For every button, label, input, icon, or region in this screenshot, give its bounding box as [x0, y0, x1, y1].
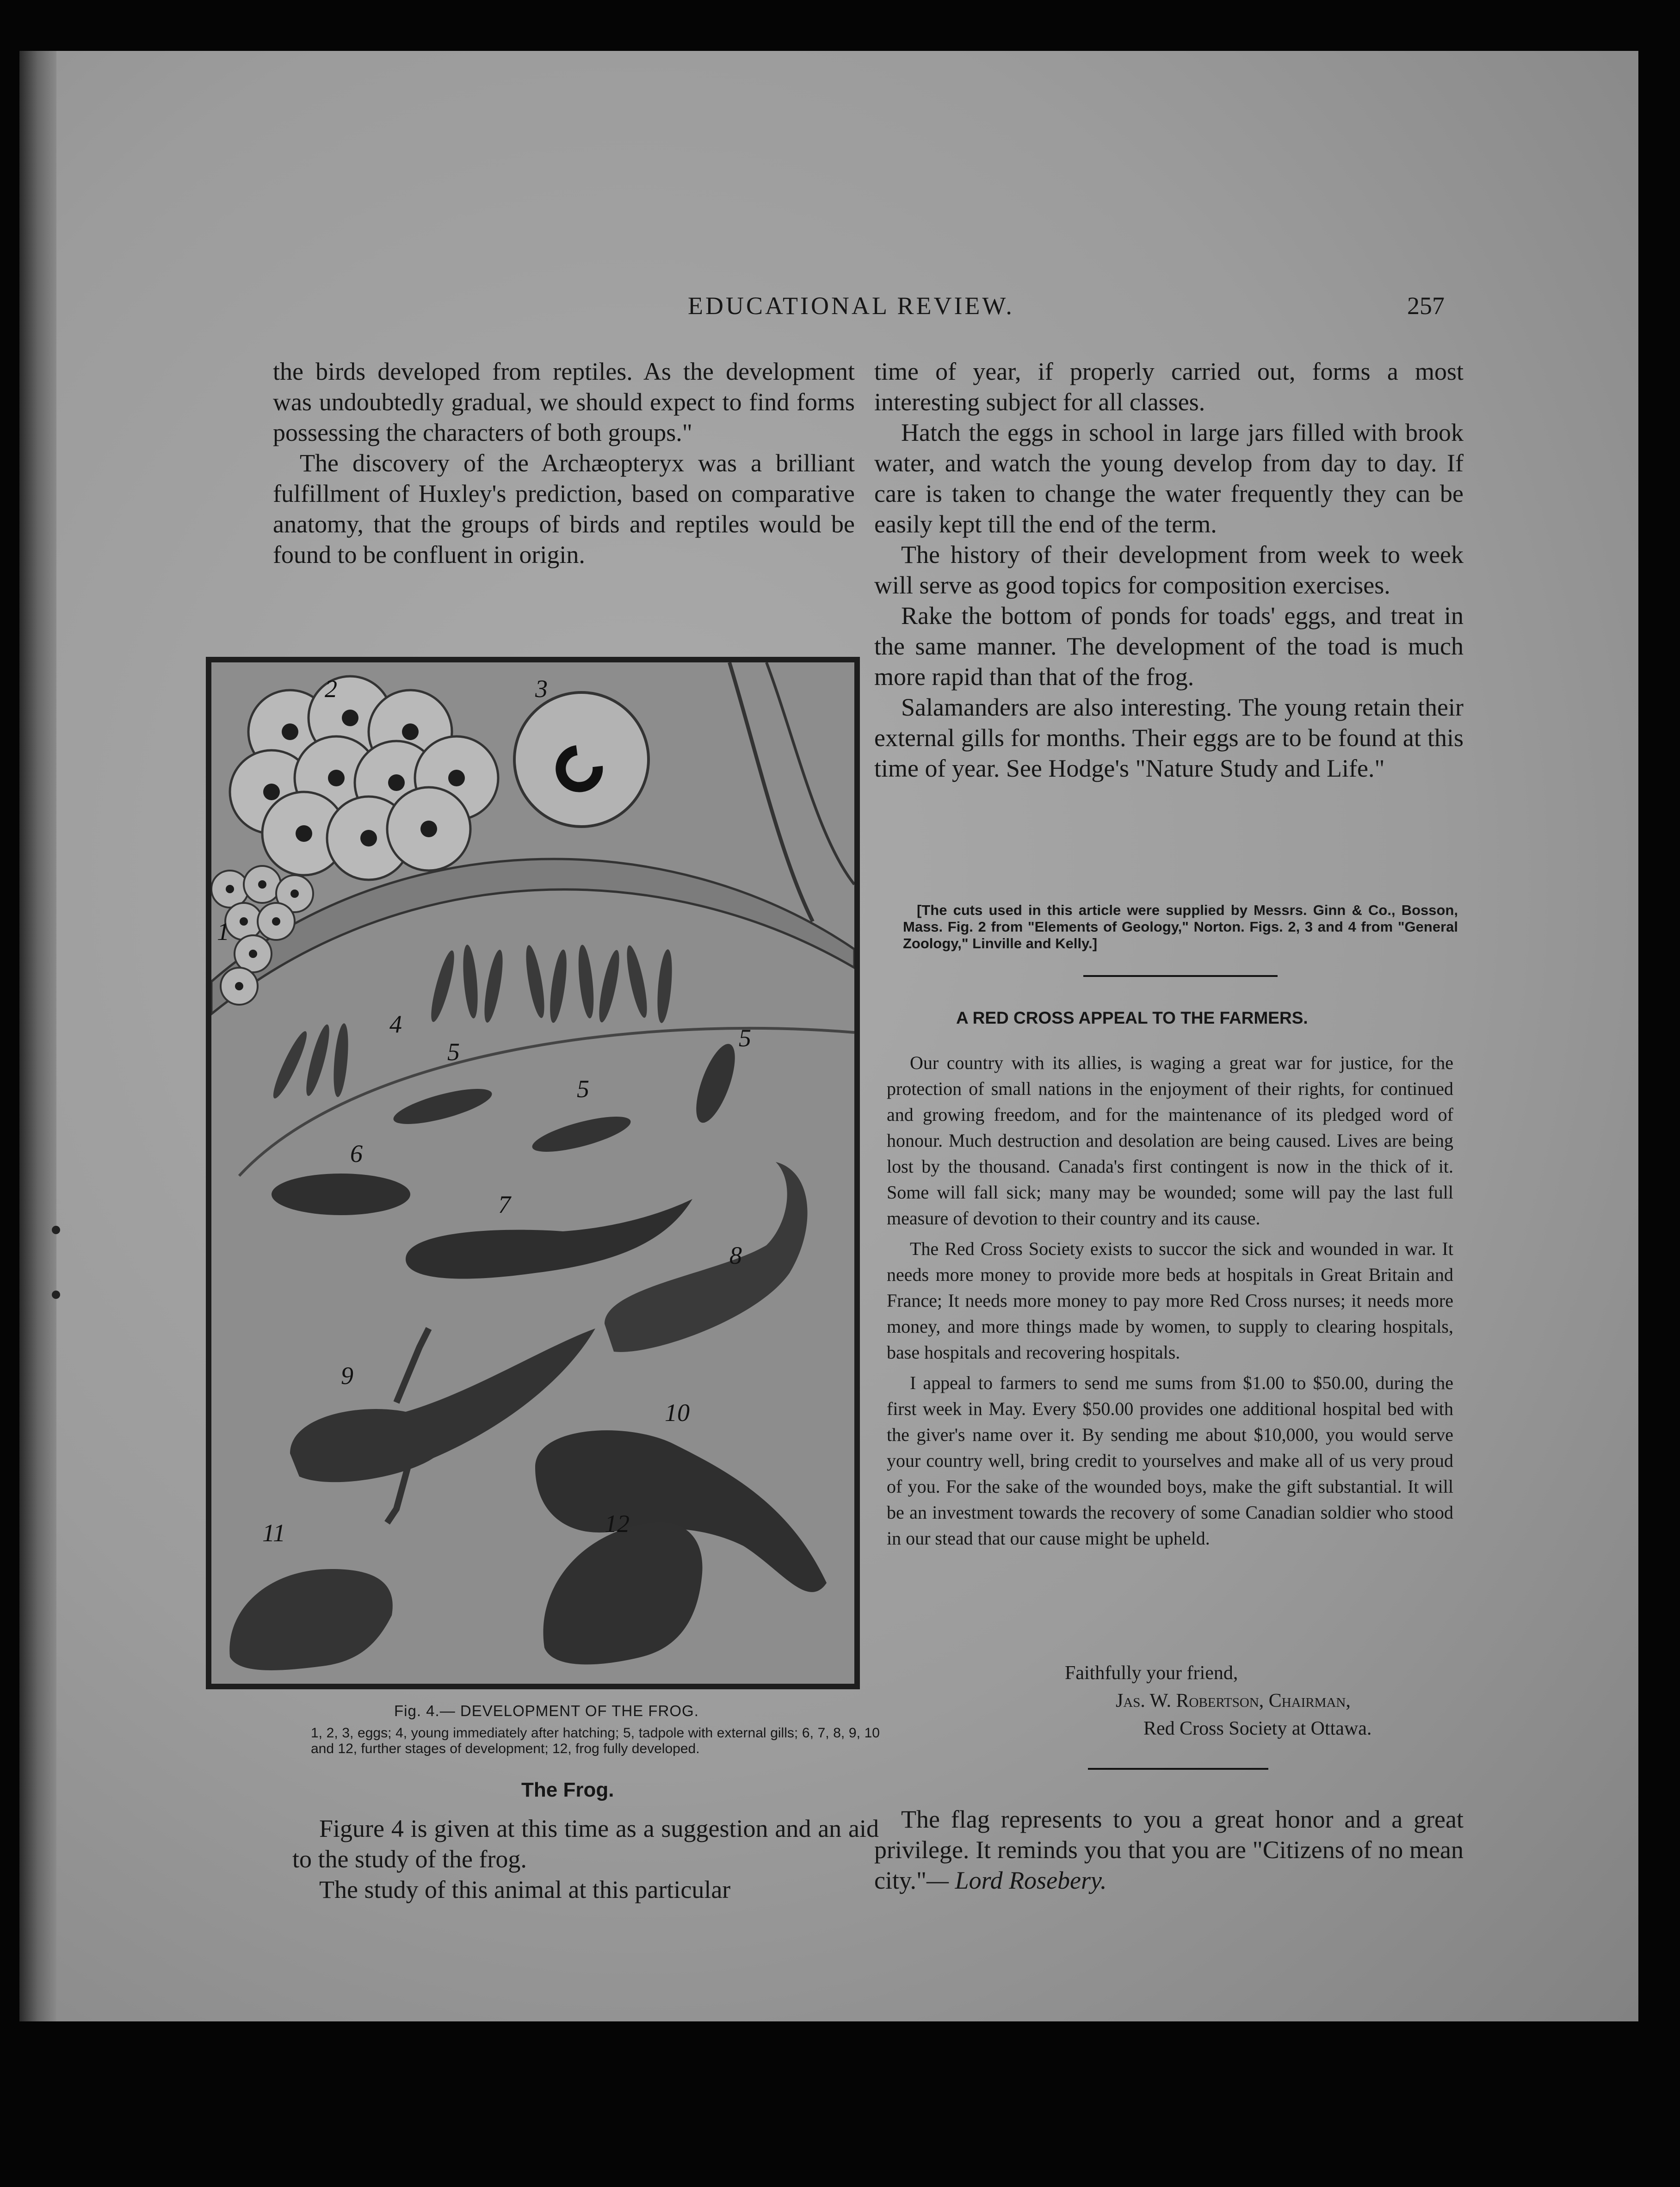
- paragraph: The study of this animal at this particular: [319, 1876, 731, 1903]
- figure-stage-label: 8: [729, 1242, 742, 1269]
- paragraph: Salamanders are also interesting. The young retain their external gills for months. Their eggs are to be found at this time of year. See Hodge's "Nature Study and Life.": [874, 693, 1464, 782]
- frog-section-text: [292, 1813, 879, 1905]
- paragraph: time of year, if properly carried out, forms a most interesting subject for all classes.: [874, 358, 1464, 416]
- figure-stage-label: 5: [739, 1024, 751, 1052]
- binding-hole: [52, 1226, 60, 1234]
- frog-heading: The Frog.: [521, 1779, 614, 1801]
- right-column-top: [874, 356, 1464, 784]
- figure-stage-label: 12: [605, 1510, 630, 1538]
- paragraph: the birds developed from reptiles. As the development was undoubtedly gradual, we should expect to find forms possessing the characters of both groups.": [273, 358, 855, 446]
- figure-stage-label: 4: [389, 1010, 402, 1038]
- paragraph: I appeal to farmers to send me sums from $1.00 to $50.00, during the first week in May. Every $50.00 provides one additional hospital bed with the giver's name over it. By sending me about $10,000, you would serve your country well, bring credit to yourselves and make all of us very proud of you. For the sake of the wounded boys, make the gift substantial. It will be an investment towards the recovery of some Canadian soldier who stood in our stead that our cause might be upheld.: [887, 1372, 1453, 1549]
- quote-attribution: — Lord Rosebery.: [926, 1866, 1107, 1894]
- figure-stage-label: 10: [665, 1399, 690, 1427]
- figure-stage-label: 5: [577, 1075, 589, 1103]
- figure-stage-label: 6: [350, 1140, 363, 1168]
- red-cross-appeal: [887, 1050, 1453, 1556]
- paragraph: Rake the bottom of ponds for toads' eggs, and treat in the same manner. The development of the toad is much more rapid than that of the frog.: [874, 602, 1464, 691]
- book-page: [19, 51, 1638, 2021]
- figure-caption-title: Fig. 4.— DEVELOPMENT OF THE FROG.: [394, 1702, 699, 1719]
- source-note: [The cuts used in this article were supplied by Messrs. Ginn & Co., Bosson, Mass. Fig. 2 from "Elements of Geology," Norton. Figs. 2, 3 and 4 from "General Zoology," Linville and Kelly.]: [903, 902, 1458, 951]
- divider: [1088, 1768, 1268, 1770]
- page-number: 257: [1407, 292, 1445, 320]
- figure-caption-text: 1, 2, 3, eggs; 4, young immediately after hatching; 5, tadpole with external gills; 6, 7, 8, 9, 10 and 12, further stages of development; 12, frog fully developed.: [311, 1725, 880, 1756]
- figure-stage-label: 1: [217, 918, 229, 945]
- paragraph: Our country with its allies, is waging a great war for justice, for the protection of small nations in the enjoyment of their rights, for continued and growing freedom, and for the maintenance of its pledged word of honour. Much destruction and desolation are being caused. Lives are being lost by the thousand. Canada's first contingent is now in the thick of it. Some will fall sick; many may be wounded; some will pay the last full measure of devotion to their country and its cause.: [887, 1052, 1453, 1229]
- figure-stage-label: 5: [447, 1038, 460, 1066]
- frog-development-figure: [206, 657, 860, 1689]
- binding-hole: [52, 1291, 60, 1299]
- red-cross-heading: A RED CROSS APPEAL TO THE FARMERS.: [956, 1008, 1308, 1027]
- frog-illustration: [211, 662, 854, 1684]
- divider: [1083, 975, 1278, 977]
- signer-organization: Red Cross Society at Ottawa.: [1143, 1718, 1372, 1739]
- figure-stage-label: 2: [325, 675, 337, 703]
- paragraph: The discovery of the Archæopteryx was a brilliant fulfillment of Huxley's prediction, based on comparative anatomy, that the groups of birds and reptiles would be found to be confluent in origin.: [273, 449, 855, 568]
- figure-stage-label: 3: [535, 675, 548, 703]
- paragraph: Hatch the eggs in school in large jars filled with brook water, and watch the young develop from day to day. If care is taken to change the water frequently they can be easily kept till the end of the term.: [874, 419, 1464, 538]
- closing-line: Faithfully your friend,: [1065, 1662, 1238, 1684]
- paragraph: The history of their development from week to week will serve as good topics for composition exercises.: [874, 541, 1464, 599]
- left-column-top: [273, 356, 855, 570]
- figure-stage-label: 9: [341, 1362, 353, 1390]
- paragraph: Figure 4 is given at this time as a suggestion and an aid to the study of the frog.: [292, 1815, 879, 1873]
- figure-stage-label: 7: [498, 1191, 511, 1218]
- flag-quote: [874, 1804, 1464, 1896]
- signer-name: Jas. W. Robertson, Chairman,: [1116, 1690, 1351, 1711]
- paragraph: The Red Cross Society exists to succor the sick and wounded in war. It needs more money to provide more beds at hospitals in Great Britain and France; It needs more money to pay more Red Cross nurses; it needs more money, and more things made by women, to supply to clearing hospitals, base hospitals and recovering hospitals.: [887, 1238, 1453, 1363]
- running-title: EDUCATIONAL REVIEW.: [688, 292, 1014, 320]
- quote-text: The flag represents to you a great honor and a great privilege. It reminds you that you are "Citizens of no mean city.": [874, 1805, 1464, 1894]
- book-spine: [19, 51, 56, 2021]
- figure-stage-label: 11: [262, 1519, 285, 1547]
